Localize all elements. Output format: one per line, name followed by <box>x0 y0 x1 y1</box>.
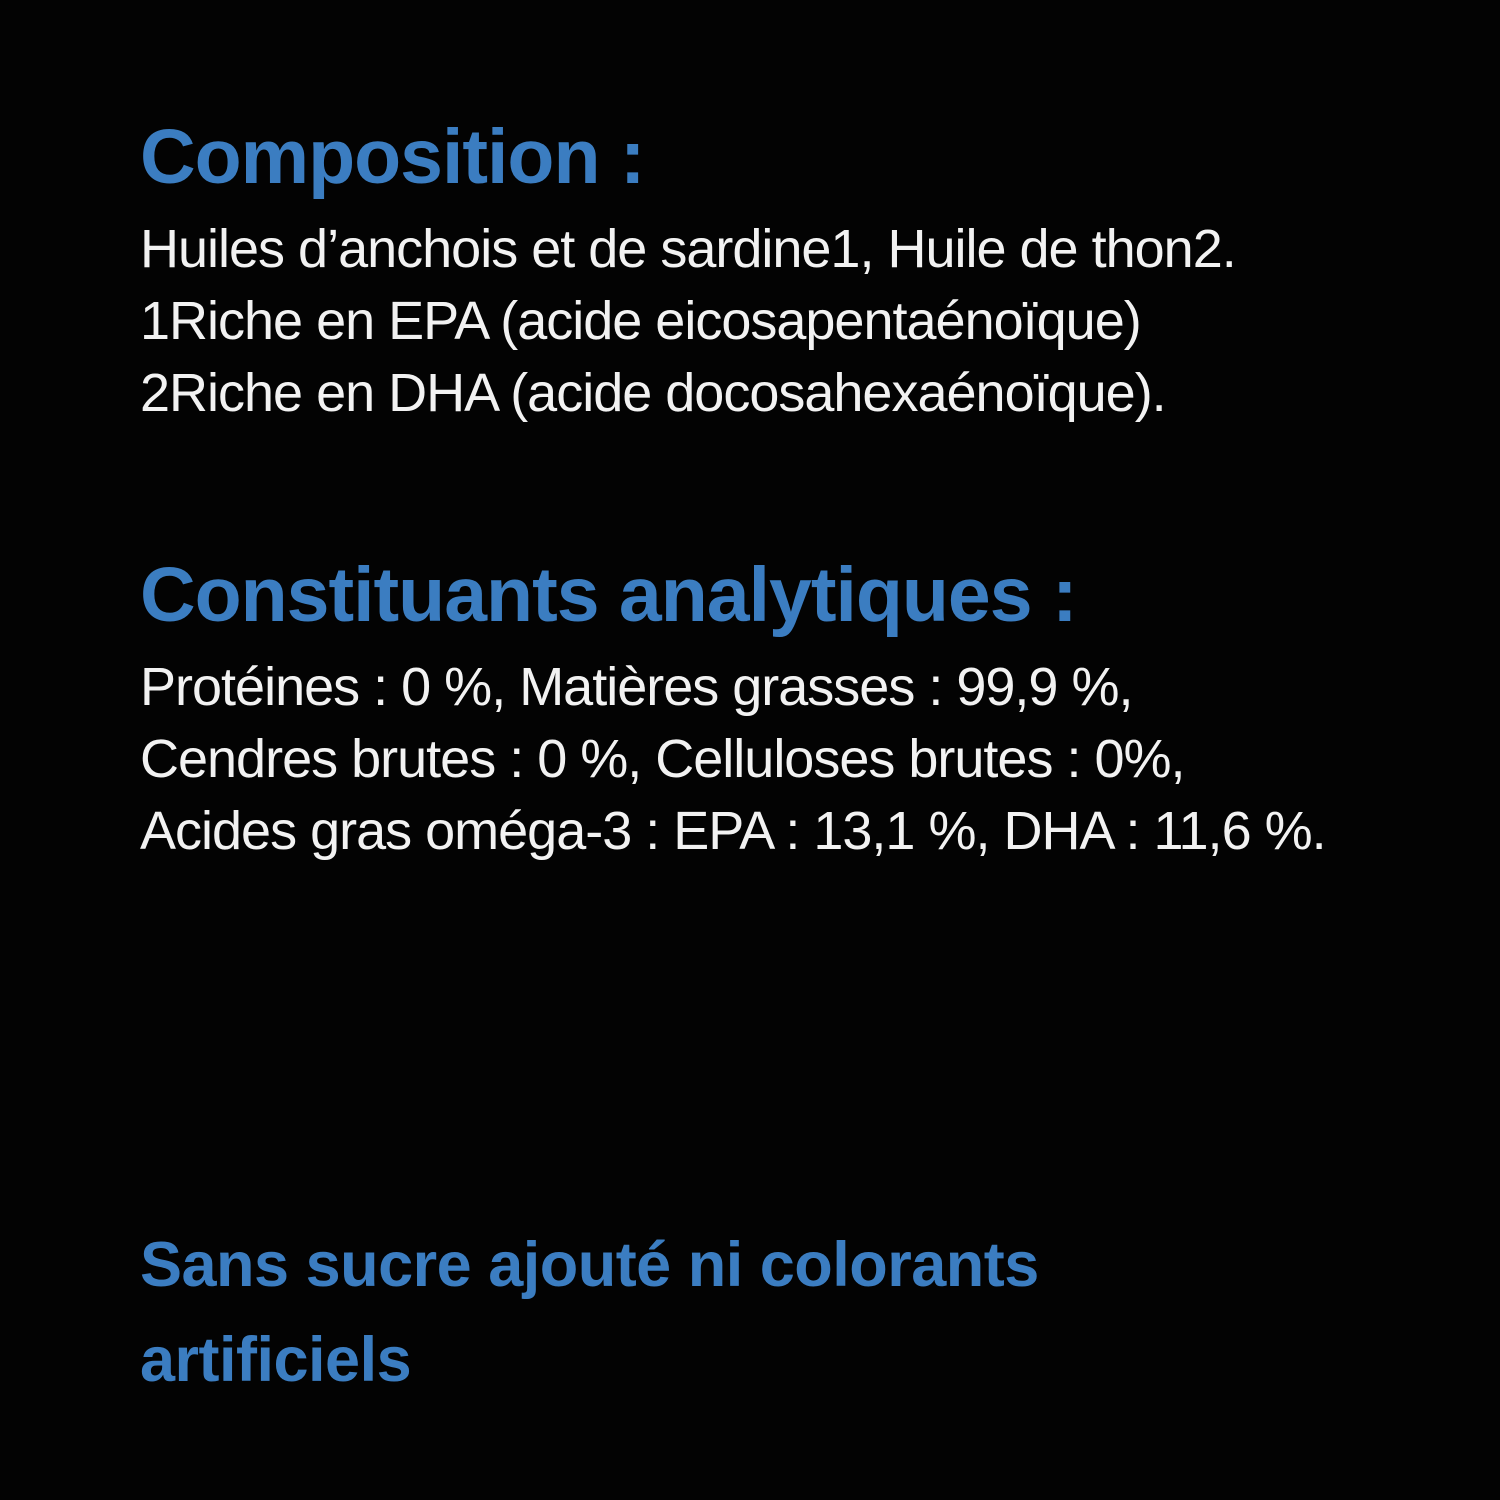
composition-section <box>140 112 1236 429</box>
claim-line: artificiels <box>140 1325 412 1395</box>
composition-line: Huiles d’anchois et de sardine1, Huile de thon2. <box>140 218 1236 279</box>
analytical-constituents-section <box>140 550 1326 867</box>
claim-line: Sans sucre ajouté ni colorants <box>140 1230 1039 1300</box>
no-sugar-claim <box>140 1218 1039 1408</box>
composition-heading: Composition : <box>140 114 645 200</box>
composition-line: 2Riche en DHA (acide docosahexaénoïque). <box>140 362 1166 423</box>
composition-line: 1Riche en EPA (acide eicosapentaénoïque) <box>140 290 1141 351</box>
analytical-line: Protéines : 0 %, Matières grasses : 99,9 %, <box>140 656 1133 717</box>
gold-divider-top <box>267 65 1234 72</box>
composition-body <box>140 213 1236 429</box>
gold-divider-bottom <box>267 1432 1234 1438</box>
analytical-constituents-body <box>140 651 1326 867</box>
analytical-line: Cendres brutes : 0 %, Celluloses brutes : 0%, <box>140 728 1185 789</box>
analytical-constituents-heading: Constituants analytiques : <box>140 552 1077 638</box>
analytical-line: Acides gras oméga-3 : EPA : 13,1 %, DHA : 11,6 %. <box>140 800 1326 861</box>
